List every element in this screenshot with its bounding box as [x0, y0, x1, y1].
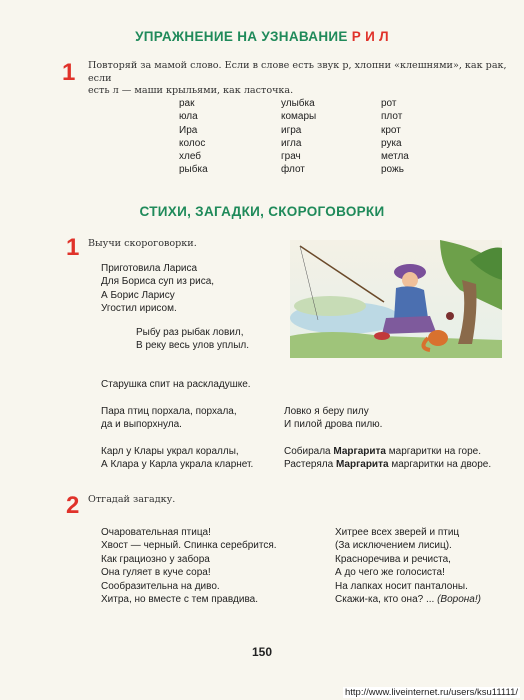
- riddle-line: Хвост — черный. Спинка серебрится.: [101, 540, 277, 552]
- instruction-line: Повторяй за мамой слово. Если в слове есть звук р, хлопни «клешнями», как рак, если: [88, 60, 507, 84]
- word: плот: [381, 111, 403, 123]
- tongue-twister-karl: [101, 445, 253, 472]
- word: грач: [281, 151, 301, 163]
- bold-name: Маргарита: [335, 459, 389, 471]
- bold-name: Маргарита: [333, 446, 386, 457]
- far-bank: [294, 296, 366, 316]
- poem-line: Ловко я беру пилу: [284, 406, 369, 417]
- riddle-line: [335, 593, 481, 606]
- tongue-twister-birds: [101, 405, 237, 432]
- word: комары: [281, 111, 317, 123]
- exercise-number: 1: [62, 59, 76, 86]
- riddle-line: А до чего же голосиста!: [335, 567, 445, 579]
- riddle-line: Как грациозно у забора: [101, 553, 210, 565]
- poem-line: [284, 458, 491, 471]
- boy-shirt: [394, 286, 428, 320]
- riddle-right-column: [335, 526, 481, 606]
- tongue-twister-fisherman: [136, 326, 249, 353]
- text-part: Собирала: [284, 446, 334, 457]
- poem-line: И пилой дрова пилю.: [284, 419, 383, 431]
- word: игра: [281, 124, 302, 136]
- word: улыбка: [281, 98, 315, 109]
- riddle-line: (За исключением лисиц).: [335, 540, 452, 552]
- tongue-twister-saw: [284, 405, 382, 432]
- fox: [428, 330, 448, 346]
- poem-line: да и выпорхнула.: [101, 419, 182, 431]
- word: рыбка: [179, 164, 208, 176]
- word: метла: [381, 151, 409, 163]
- riddle-line: Сообразительна на диво.: [101, 580, 220, 592]
- tongue-twister-old-woman: Старушка спит на раскладушке.: [101, 379, 251, 390]
- tongue-twister-larisa: [101, 262, 214, 316]
- poem-line: [284, 445, 491, 458]
- task-number-2: 2: [66, 492, 80, 519]
- riddle-question: Скажи-ка, кто она? ...: [335, 594, 435, 606]
- text-part: Растеряла: [284, 459, 336, 471]
- word: Ира: [179, 124, 198, 136]
- riddle-answer: (Ворона!): [437, 594, 481, 606]
- poem-line: А Клара у Карла украла кларнет.: [101, 459, 254, 471]
- riddle-line: Красноречива и речиста,: [335, 553, 451, 565]
- task-instruction-1: Выучи скороговорки.: [88, 238, 197, 249]
- word: хлеб: [179, 151, 202, 163]
- exercise-instruction: [88, 60, 508, 98]
- tongue-twister-margarita: [284, 445, 491, 472]
- poem-line: Угостил ирисом.: [101, 303, 177, 315]
- riddle-line: Хитрее всех зверей и птиц: [335, 527, 460, 538]
- word: крот: [381, 124, 401, 136]
- riddle-line: Она гуляет в куче сора!: [101, 567, 211, 579]
- boy-boot: [374, 332, 390, 340]
- word: рак: [179, 98, 195, 109]
- bucket: [446, 312, 454, 320]
- task-instruction-2: Отгадай загадку.: [88, 494, 176, 505]
- riddle-left-column: [101, 526, 277, 606]
- section-title-exercise: [0, 29, 524, 44]
- title-text: УПРАЖНЕНИЕ НА УЗНАВАНИЕ: [135, 29, 348, 44]
- text-part: маргаритки на горе.: [385, 446, 481, 457]
- poem-line: Для Бориса суп из риса,: [101, 276, 215, 288]
- section-title-poems: СТИХИ, ЗАГАДКИ, СКОРОГОВОРКИ: [139, 204, 385, 219]
- word: флот: [281, 164, 305, 176]
- title-letters: Р И Л: [351, 29, 389, 44]
- poem-line: Приготовила Лариса: [101, 263, 198, 274]
- word: игла: [281, 137, 302, 149]
- poem-line: Рыбу раз рыбак ловил,: [136, 327, 244, 338]
- boy-trousers: [382, 316, 436, 334]
- word-column-2: [281, 97, 316, 177]
- poem-line: А Борис Ларису: [101, 289, 175, 301]
- page-number: 150: [251, 645, 273, 659]
- poem-line: Карл у Клары украл кораллы,: [101, 446, 239, 457]
- riddle-line: Очаровательная птица!: [101, 527, 211, 538]
- word: рожь: [381, 164, 404, 176]
- word: рука: [381, 137, 402, 149]
- word-column-1: [179, 97, 208, 177]
- watermark-url: http://www.liveinternet.ru/users/ksu11111/: [344, 687, 518, 698]
- riddle-line: Хитра, но вместе с тем правдива.: [101, 594, 258, 606]
- riddle-line: На лапках носит панталоны.: [335, 580, 468, 592]
- text-part: маргаритки на дворе.: [388, 459, 492, 471]
- instruction-line: есть л — маши крыльями, как ласточка.: [88, 85, 294, 96]
- poem-line: Пара птиц порхала, порхала,: [101, 406, 237, 417]
- word-column-3: [381, 97, 409, 177]
- boy-face: [402, 272, 418, 288]
- poem-line: В реку весь улов уплыл.: [136, 340, 250, 352]
- fishing-boy-illustration: [290, 240, 502, 358]
- word: рот: [381, 98, 397, 109]
- word: колос: [179, 137, 206, 149]
- word: юла: [179, 111, 198, 123]
- task-number-1: 1: [66, 234, 80, 261]
